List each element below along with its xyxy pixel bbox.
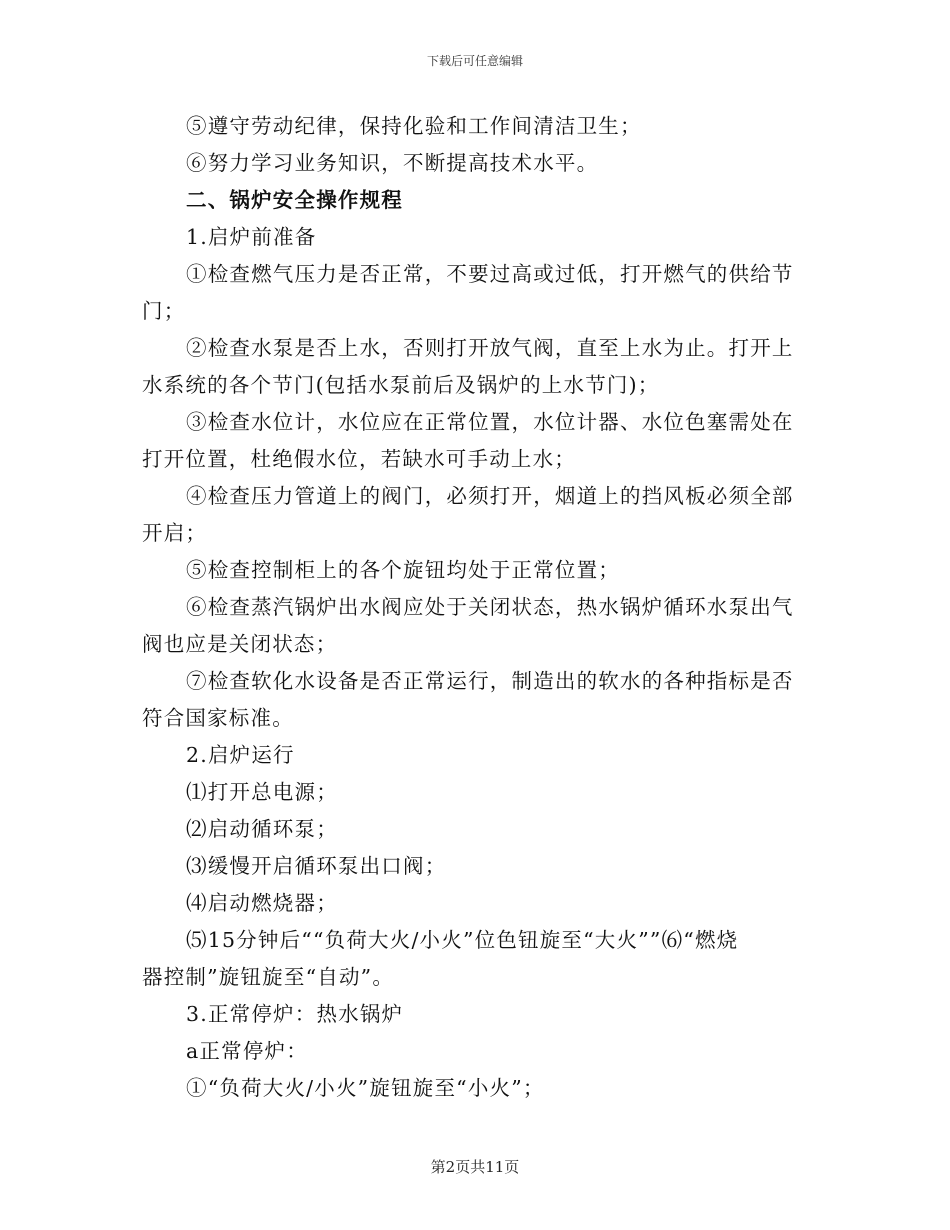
text-line: 阀也应是关闭状态；	[142, 632, 338, 656]
text-line: ⑷启动燃烧器；	[186, 891, 338, 915]
text-line: 符合国家标准。	[142, 706, 294, 730]
text-line: 开启；	[142, 521, 208, 545]
text-line: 门；	[142, 299, 186, 323]
text-line: ⑶缓慢开启循环泵出口阀；	[186, 854, 447, 878]
page-footer: 第2页共11页	[430, 1158, 520, 1176]
text-line: 2.启炉运行	[186, 743, 295, 767]
text-line: ⑴打开总电源；	[186, 780, 338, 804]
text-line: a正常停炉：	[186, 1039, 308, 1063]
text-line: 打开位置，杜绝假水位，若缺水可手动上水；	[142, 447, 576, 471]
text-line: ③检查水位计，水位应在正常位置，水位计器、水位色塞需处在	[186, 410, 794, 434]
text-line: ⑥检查蒸汽锅炉出水阀应处于关闭状态，热水锅炉循环水泵出气	[186, 595, 794, 619]
text-line: 器控制”旋钮旋至“自动”。	[142, 965, 395, 989]
text-line: ②检查水泵是否上水，否则打开放气阀，直至上水为止。打开上	[186, 336, 794, 360]
page-header: 下载后可任意编辑	[426, 54, 523, 68]
text-line: 1.启炉前准备	[186, 225, 317, 249]
text-line: 水系统的各个节门(包括水泵前后及锅炉的上水节门)；	[142, 373, 660, 397]
text-line: ④检查压力管道上的阀门，必须打开，烟道上的挡风板必须全部	[186, 484, 794, 508]
section-heading: 二、锅炉安全操作规程	[186, 188, 403, 212]
text-line: ①“负荷大火/小火”旋钮旋至“小火”；	[186, 1076, 545, 1100]
text-line: ①检查燃气压力是否正常，不要过高或过低，打开燃气的供给节	[186, 262, 794, 286]
text-line: ⑥努力学习业务知识，不断提高技术水平。	[186, 151, 599, 175]
text-line: ⑦检查软化水设备是否正常运行，制造出的软水的各种指标是否	[186, 669, 794, 693]
text-line: ⑵启动循环泵；	[186, 817, 338, 841]
text-line: ⑤检查控制柜上的各个旋钮均处于正常位置；	[186, 558, 620, 582]
text-line: ⑤遵守劳动纪律，保持化验和工作间清洁卫生；	[186, 114, 642, 138]
text-line: ⑸15分钟后““负荷大火/小火”位色钮旋至“大火””⑹“燃烧	[186, 928, 739, 952]
text-line: 3.正常停炉：热水锅炉	[186, 1002, 404, 1026]
document-body	[142, 108, 802, 1107]
